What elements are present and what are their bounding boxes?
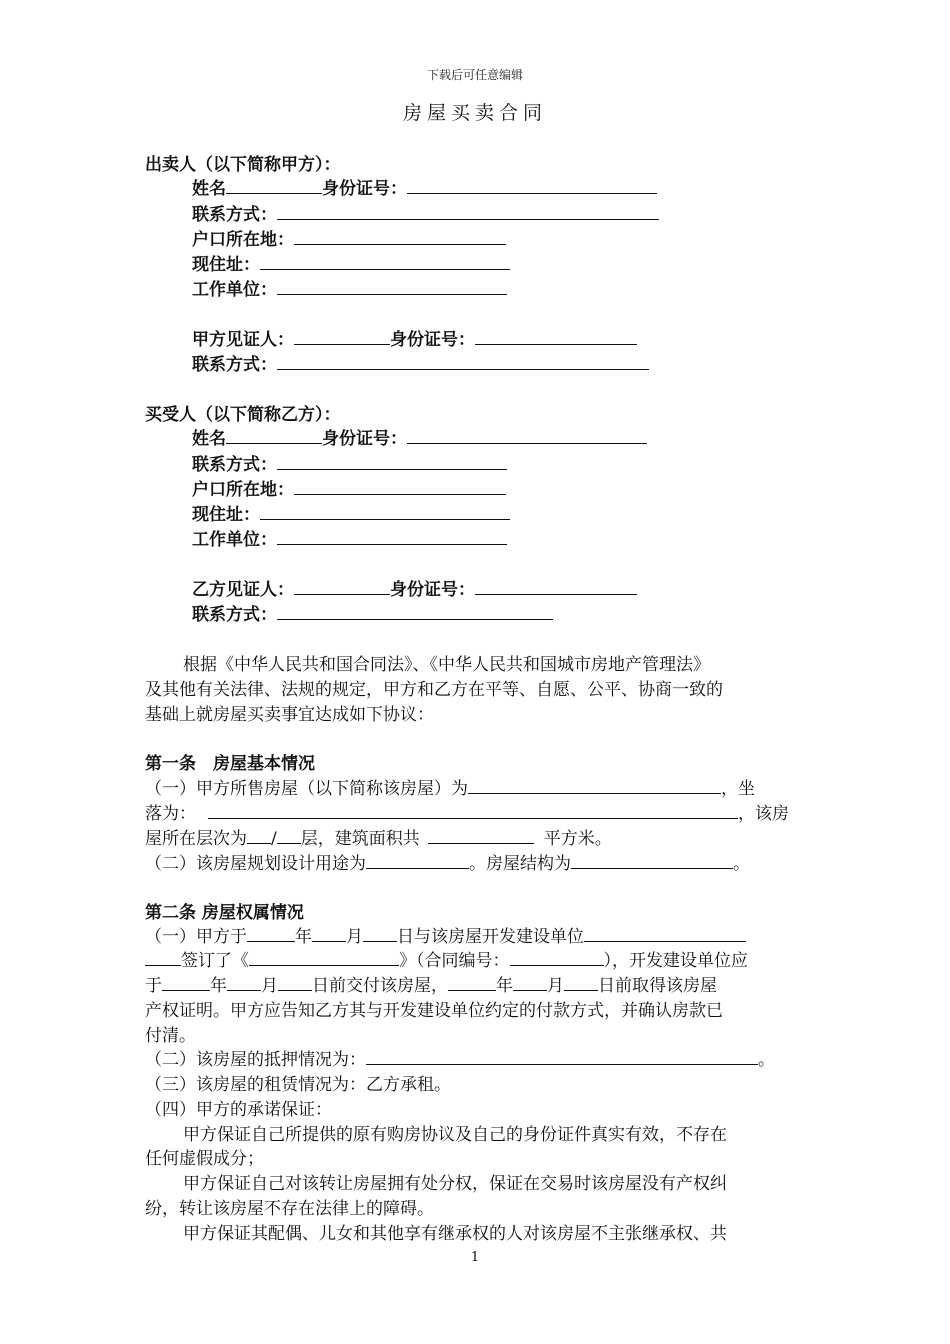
article2-line-1 [145,922,746,947]
buyer-id-label: 身份证号： [322,429,407,449]
seller-witness-label: 甲方见证人： [192,330,294,350]
article2-text: 年 [295,927,312,947]
seller-name-label: 姓名 [192,179,226,199]
cert-month-field[interactable] [513,973,547,991]
seller-hukou-row [192,225,506,250]
buyer-address-row [192,500,510,525]
article2-line-8: （四）甲方的承诺保证： [145,1100,332,1120]
buyer-witness-id-field[interactable] [475,577,637,595]
seller-name-row [192,174,657,199]
preamble-line-3: 基础上就房屋买卖事宜达成如下协议： [145,705,434,725]
preamble-line-2: 及其他有关法律、法规的规定，甲方和乙方在平等、自愿、公平、协商一致的 [145,680,723,700]
seller-address-row [192,250,510,275]
cert-day-field[interactable] [564,973,598,991]
seller-contact-field[interactable] [277,202,659,220]
article1-line-2 [145,799,789,824]
article2-text: 月 [261,976,278,996]
article2-line-6 [145,1045,775,1070]
article1-line-3 [145,824,612,849]
article2-line-5: 付清。 [145,1026,196,1046]
cert-year-field[interactable] [448,973,496,991]
buyer-name-row [192,424,647,449]
structure-field[interactable] [571,851,733,869]
article2-text: （一）甲方于 [145,927,247,947]
preamble-line-1: 根据《中华人民共和国合同法》、《中华人民共和国城市房地产管理法》 [183,655,710,675]
article1-text: / [271,829,277,849]
seller-work-row [192,275,507,300]
article1-text: 。 [733,854,750,874]
house-location-field[interactable] [208,801,738,819]
buyer-work-field[interactable] [277,527,507,545]
seller-witness-id-label: 身份证号： [390,330,475,350]
seller-work-field[interactable] [277,277,507,295]
seller-witness-contact-field[interactable] [277,352,649,370]
contract-number-field[interactable] [510,948,604,966]
buyer-contact-row [192,450,507,475]
deliver-month-field[interactable] [227,973,261,991]
deliver-year-field[interactable] [162,973,210,991]
seller-work-label: 工作单位： [192,280,277,300]
buyer-work-label: 工作单位： [192,530,277,550]
developer-field[interactable] [584,924,746,942]
buyer-contact-label: 联系方式： [192,455,277,475]
buyer-address-label: 现住址： [192,505,260,525]
document-title: 房屋买卖合同 [402,102,547,124]
article2-text: 日与该房屋开发建设单位 [397,927,584,947]
seller-address-label: 现住址： [192,255,260,275]
article1-line-4 [145,849,750,874]
article1-text: 屋所在层次为 [145,829,247,849]
article1-text: ，该房 [738,804,789,824]
buyer-heading: 买受人（以下简称乙方）： [145,405,341,425]
seller-contact-row [192,200,659,225]
article2-line-3 [145,971,717,996]
buyer-witness-id-label: 身份证号： [390,580,475,600]
seller-heading: 出卖人（以下简称甲方）： [145,155,341,175]
buyer-witness-contact-row [192,600,553,625]
seller-id-label: 身份证号： [322,179,407,199]
buyer-witness-label: 乙方见证人： [192,580,294,600]
buyer-contact-field[interactable] [277,452,507,470]
article2-text: 日前交付该房屋， [312,976,448,996]
article2-para3-line1: 甲方保证其配偶、儿女和其他享有继承权的人对该房屋不主张继承权、共 [183,1224,727,1244]
sign-year-field[interactable] [247,924,295,942]
article2-text: 。 [758,1050,775,1070]
article2-text: 年 [496,976,513,996]
house-name-field[interactable] [468,776,721,794]
article1-text: 层，建筑面积共 [300,829,420,849]
article2-text: 于 [145,976,162,996]
buyer-work-row [192,525,507,550]
article2-text: 日前取得该房屋 [598,976,717,996]
area-field[interactable] [428,826,534,844]
article2-text: （二）该房屋的抵押情况为： [145,1050,366,1070]
buyer-witness-contact-label: 联系方式： [192,605,277,625]
page-number: 1 [470,1250,480,1265]
article2-para1-line2: 任何虚假成分； [145,1149,264,1169]
article2-line-2 [145,946,748,971]
buyer-witness-contact-field[interactable] [277,602,553,620]
buyer-id-field[interactable] [407,426,647,444]
article2-heading: 第二条 房屋权属情况 [145,903,304,923]
article1-text: 落为： [145,804,196,824]
buyer-hukou-field[interactable] [294,477,506,495]
article2-para1-line1: 甲方保证自己所提供的原有购房协议及自己的身份证件真实有效，不存在 [183,1125,727,1145]
mortgage-field[interactable] [366,1047,758,1065]
article1-text: ，坐 [721,779,755,799]
sign-day-field[interactable] [363,924,397,942]
buyer-address-field[interactable] [260,502,510,520]
page-header: 下载后可任意编辑 [426,68,523,82]
article1-line-1 [145,774,755,799]
seller-contact-label: 联系方式： [192,205,277,225]
total-floor-field[interactable] [277,826,301,844]
seller-name-field[interactable] [226,176,322,194]
seller-witness-field[interactable] [294,327,390,345]
buyer-name-field[interactable] [226,426,322,444]
floor-field[interactable] [247,826,271,844]
article2-text: 月 [547,976,564,996]
buyer-name-label: 姓名 [192,429,226,449]
article2-text: ），开发建设单位应 [603,951,748,971]
seller-hukou-label: 户口所在地： [192,230,294,250]
article1-text: （二）该房屋规划设计用途为 [145,854,366,874]
article2-text: 月 [346,927,363,947]
buyer-witness-row [192,575,637,600]
article2-text: 签订了《 [181,951,249,971]
article1-heading: 第一条 房屋基本情况 [145,754,315,774]
seller-witness-row [192,325,637,350]
buyer-hukou-row [192,475,506,500]
article1-text: （一）甲方所售房屋（以下简称该房屋）为 [145,779,468,799]
article2-para2-line1: 甲方保证自己对该转让房屋拥有处分权，保证在交易时该房屋没有产权纠 [183,1174,727,1194]
seller-id-field[interactable] [407,176,657,194]
article1-text: 。房屋结构为 [469,854,571,874]
deliver-day-field[interactable] [278,973,312,991]
contract-name-field[interactable] [249,948,399,966]
buyer-witness-field[interactable] [294,577,390,595]
seller-witness-contact-label: 联系方式： [192,355,277,375]
article2-text: 年 [210,976,227,996]
seller-witness-contact-row [192,350,649,375]
article2-line-4: 产权证明。甲方应告知乙方其与开发建设单位约定的付款方式，并确认房款已 [145,1001,723,1021]
article2-line-7: （三）该房屋的租赁情况为：乙方承租。 [145,1075,451,1095]
seller-witness-id-field[interactable] [475,327,637,345]
seller-address-field[interactable] [260,252,510,270]
usage-field[interactable] [366,851,469,869]
buyer-hukou-label: 户口所在地： [192,480,294,500]
developer-field-cont[interactable] [145,948,181,966]
article2-text: 》（合同编号： [399,951,510,971]
sign-month-field[interactable] [312,924,346,942]
article2-para2-line2: 纷，转让该房屋不存在法律上的障碍。 [145,1199,434,1219]
seller-hukou-field[interactable] [294,227,506,245]
article1-text: 平方米。 [543,829,612,849]
